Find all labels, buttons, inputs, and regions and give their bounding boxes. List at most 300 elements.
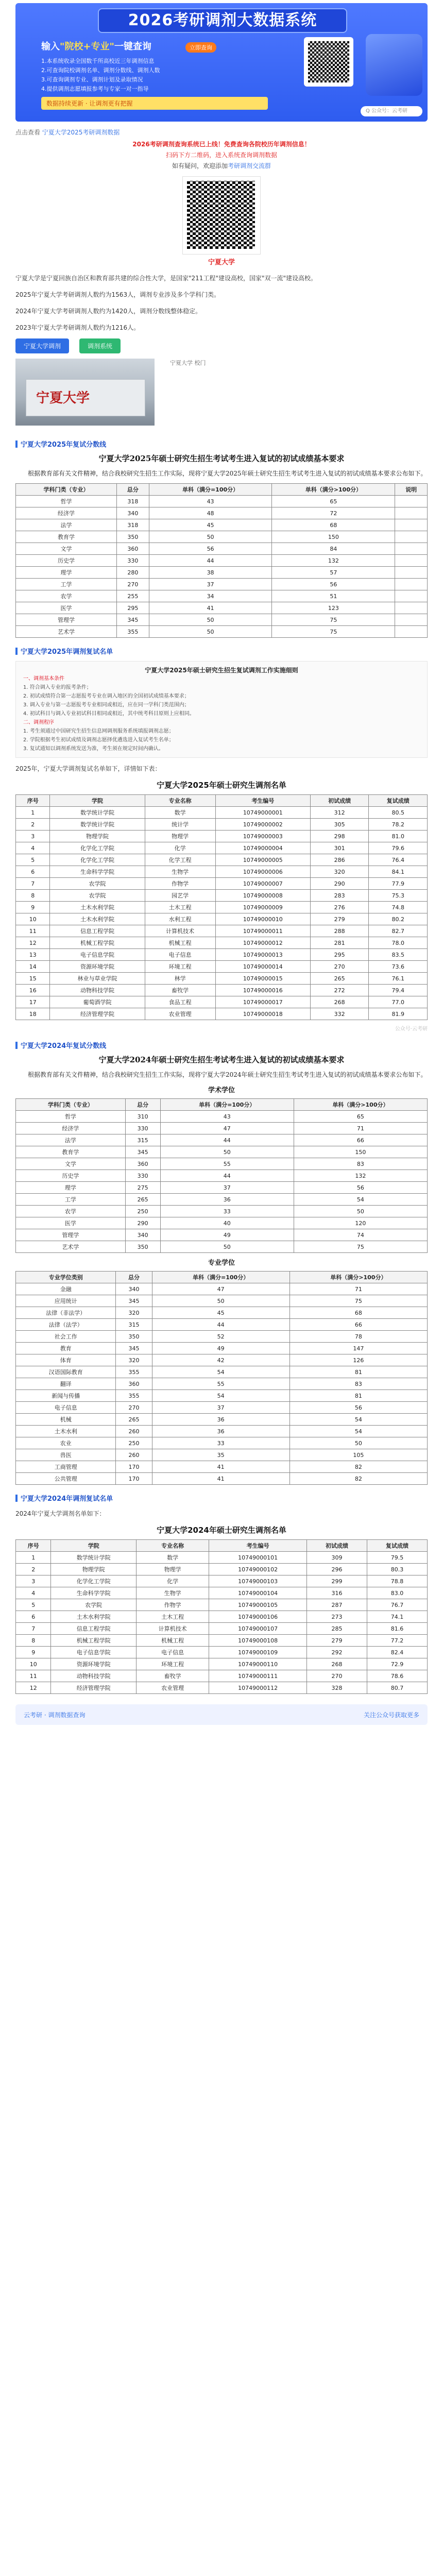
table-cell: 57 — [272, 567, 395, 579]
table-cell: 12 — [16, 1682, 51, 1694]
table-cell: 11 — [16, 925, 50, 937]
table-body — [16, 1283, 428, 1485]
table-row — [16, 1449, 428, 1461]
table-cell: 动物科技学院 — [50, 985, 145, 996]
table-cell: 公共管理 — [16, 1473, 116, 1485]
table-cell: 35 — [152, 1449, 289, 1461]
table-row — [16, 1564, 428, 1575]
notice-lines — [23, 674, 420, 753]
table-cell: 10749000103 — [209, 1575, 307, 1587]
table-cell: 283 — [310, 890, 369, 902]
notice-line: 2. 学院根据考生初试成绩及调剂志愿择优遴选进入复试考生名单； — [23, 737, 174, 743]
table-cell: 75.3 — [369, 890, 428, 902]
document-text: 根据教育部有关文件精神，结合我校研究生招生工作实际，现将宁夏大学2025年硕士研究生招生考试考生进入复试的初试成绩基本要求公布如下。 — [28, 470, 427, 477]
table-cell: 10749000001 — [215, 807, 310, 819]
table-cell: 81.0 — [369, 831, 428, 842]
table-cell: 数学统计学院 — [50, 807, 145, 819]
table-cell: 330 — [125, 1170, 160, 1182]
table-cell: 74 — [294, 1229, 427, 1241]
table-cell: 65 — [272, 496, 395, 507]
table-cell: 275 — [125, 1182, 160, 1194]
table-cell: 化学 — [136, 1575, 209, 1587]
table-cell: 10749000102 — [209, 1564, 307, 1575]
table-cell: 理学 — [16, 567, 117, 579]
table-cell: 10749000018 — [215, 1008, 310, 1020]
table-cell: 土木工程 — [136, 1611, 209, 1623]
table-cell: 10749000010 — [215, 913, 310, 925]
table-cell: 279 — [307, 1635, 367, 1647]
banner-search-box[interactable]: Q 公众号：云考研 — [361, 106, 422, 116]
table-cell: 68 — [272, 519, 395, 531]
document-text: 根据教育部有关文件精神，结合我校研究生招生工作实际，现将宁夏大学2024年硕士研究生招生考试考生进入复试的初试成绩基本要求公布如下。 — [28, 1071, 427, 1078]
table-cell: 哲学 — [16, 1111, 126, 1123]
table-cell: 10749000016 — [215, 985, 310, 996]
table-cell: 82 — [289, 1473, 427, 1485]
table-cell: 50 — [149, 614, 272, 626]
table-row — [16, 626, 428, 638]
table-cell: 食品工程 — [145, 996, 215, 1008]
table-header-cell: 学科门类（专业） — [16, 1099, 126, 1111]
table-cell: 340 — [116, 1283, 152, 1295]
table-header-cell: 单科（满分=100分） — [149, 484, 272, 496]
table-cell: 44 — [160, 1170, 294, 1182]
banner-query-button[interactable]: 立即查询 — [185, 42, 216, 53]
main-qr-code[interactable] — [182, 176, 261, 255]
table-cell: 33 — [152, 1437, 289, 1449]
table-row — [16, 937, 428, 949]
footer-bar[interactable] — [15, 1704, 428, 1725]
table-cell: 3 — [16, 1575, 51, 1587]
intro-paragraph: 2025年宁夏大学考研调剂人数约为1563人，调剂专业涉及多个学科门类。 — [15, 291, 220, 298]
table-cell: 350 — [116, 1331, 152, 1343]
table-row — [16, 890, 428, 902]
table-cell: 81 — [289, 1390, 427, 1402]
table-cell: 机械工程 — [145, 937, 215, 949]
table-cell: 83.5 — [369, 949, 428, 961]
table-row — [16, 1552, 428, 1564]
table-header-cell: 总分 — [117, 484, 149, 496]
table-header-cell: 考生编号 — [215, 795, 310, 807]
table-cell: 279 — [310, 913, 369, 925]
ad-contact-prefix: 如有疑问，欢迎添加 — [172, 162, 228, 170]
table-row — [16, 854, 428, 866]
table-row — [16, 1343, 428, 1354]
table-cell — [395, 496, 428, 507]
table-cell: 273 — [307, 1611, 367, 1623]
table-cell: 54 — [152, 1366, 289, 1378]
table-cell: 计算机技术 — [136, 1623, 209, 1635]
table-cell: 305 — [310, 819, 369, 831]
table-cell: 经济管理学院 — [51, 1682, 137, 1694]
table-cell: 316 — [307, 1587, 367, 1599]
table-row — [16, 1241, 428, 1253]
table-row — [16, 1158, 428, 1170]
banner-subtitle-prefix: 输入 — [41, 41, 60, 52]
notice-line: 4. 初试科目与调入专业初试科目相同或相近，其中统考科目原则上应相同。 — [23, 711, 195, 717]
table-row — [16, 1331, 428, 1343]
table-row — [16, 519, 428, 531]
table-body — [16, 807, 428, 1020]
table-cell: 79.4 — [369, 985, 428, 996]
table-cell: 270 — [307, 1670, 367, 1682]
table-cell: 123 — [272, 602, 395, 614]
top-link[interactable]: 宁夏大学2025考研调剂数据 — [42, 129, 120, 136]
promo-banner[interactable] — [15, 3, 428, 122]
banner-title: 2026考研调剂大数据系统 — [98, 8, 347, 33]
table-cell: 345 — [116, 1295, 152, 1307]
table-cell: 电子信息 — [136, 1647, 209, 1658]
table-cell: 法律（非法学） — [16, 1307, 116, 1319]
top-link-line — [15, 128, 428, 137]
table-header-cell: 序号 — [16, 1540, 51, 1552]
table-cell: 法学 — [16, 519, 117, 531]
table-cell: 76.7 — [367, 1599, 427, 1611]
table-cell: 71 — [294, 1123, 427, 1134]
section-marker — [15, 440, 18, 448]
table-header-cell: 单科（满分>100分） — [272, 484, 395, 496]
table-cell: 教育学 — [16, 1146, 126, 1158]
list-title: 宁夏大学2025年硕士研究生调剂名单 — [157, 781, 286, 790]
table-row — [16, 1111, 428, 1123]
table-cell: 3 — [16, 831, 50, 842]
table-cell: 286 — [310, 854, 369, 866]
document-title: 宁夏大学2025年硕士研究生招生考试考生进入复试的初试成绩基本要求 — [98, 454, 345, 463]
table-cell: 10749000109 — [209, 1647, 307, 1658]
banner-line: 3.可查询调剂专业、调剂计划及录取情况 — [41, 76, 143, 83]
table-cell: 10 — [16, 913, 50, 925]
top-link-prefix: 点击查看 — [15, 129, 41, 136]
table-cell: 作物学 — [136, 1599, 209, 1611]
table-cell: 340 — [125, 1229, 160, 1241]
table-cell: 340 — [117, 507, 149, 519]
table-cell: 56 — [149, 543, 272, 555]
table-cell: 82.7 — [369, 925, 428, 937]
table-cell: 50 — [289, 1437, 427, 1449]
ad-headline: 2026考研调剂查询系统已上线！免费查询各院校历年调剂信息！ — [132, 141, 311, 148]
score-table-2025 — [15, 483, 428, 638]
table-cell: 170 — [116, 1461, 152, 1473]
table-cell: 74.1 — [367, 1611, 427, 1623]
table-cell: 49 — [160, 1229, 294, 1241]
table-cell: 105 — [289, 1449, 427, 1461]
table-cell: 经济学 — [16, 1123, 126, 1134]
table-body — [16, 1552, 428, 1694]
table-cell: 320 — [116, 1307, 152, 1319]
table-cell — [395, 614, 428, 626]
table-cell: 84 — [272, 543, 395, 555]
table-cell: 41 — [152, 1473, 289, 1485]
table-row — [16, 1599, 428, 1611]
table-cell: 265 — [310, 973, 369, 985]
table-row — [16, 590, 428, 602]
table-cell: 14 — [16, 961, 50, 973]
table-cell: 75 — [272, 614, 395, 626]
table-header-row — [16, 1540, 428, 1552]
table-cell: 物理学 — [136, 1564, 209, 1575]
table-cell: 10749000112 — [209, 1682, 307, 1694]
table-cell: 动物科技学院 — [51, 1670, 137, 1682]
footer-right[interactable]: 关注公众号获取更多 — [363, 1711, 419, 1719]
notice-title: 宁夏大学2025年硕士研究生招生复试调剂工作实施细则 — [145, 667, 298, 674]
table-cell: 287 — [307, 1599, 367, 1611]
table-cell: 34 — [149, 590, 272, 602]
table-cell: 新闻与传播 — [16, 1390, 116, 1402]
banner-bottom-strip: 数据持续更新 · 让调剂更有把握 — [41, 97, 268, 110]
table-cell: 农业管理 — [136, 1682, 209, 1694]
table-cell: 计算机技术 — [145, 925, 215, 937]
table-cell: 工学 — [16, 579, 117, 590]
table-cell: 10749000104 — [209, 1587, 307, 1599]
table-cell: 水利工程 — [145, 913, 215, 925]
table-cell: 77.9 — [369, 878, 428, 890]
table-cell: 345 — [117, 614, 149, 626]
table-cell: 8 — [16, 890, 50, 902]
table-header-cell: 总分 — [116, 1272, 152, 1283]
table-cell — [395, 602, 428, 614]
table-cell: 2 — [16, 1564, 51, 1575]
table-cell: 13 — [16, 949, 50, 961]
table-cell: 10749000011 — [215, 925, 310, 937]
table-cell: 体育 — [16, 1354, 116, 1366]
table-cell: 化学 — [145, 842, 215, 854]
table-cell: 数学 — [136, 1552, 209, 1564]
table-cell: 83 — [289, 1378, 427, 1390]
table-cell: 170 — [116, 1473, 152, 1485]
table-cell: 250 — [116, 1437, 152, 1449]
table-cell: 文学 — [16, 543, 117, 555]
section-heading — [15, 646, 428, 656]
table-cell: 资源环境学院 — [51, 1658, 137, 1670]
table-cell: 79.5 — [367, 1552, 427, 1564]
adjust-list-2024 — [15, 1539, 428, 1694]
table-cell: 332 — [310, 1008, 369, 1020]
table-cell: 260 — [116, 1426, 152, 1437]
table-cell: 汉语国际教育 — [16, 1366, 116, 1378]
notice-line: 一、调剂基本条件 — [23, 676, 64, 682]
table-cell: 37 — [149, 579, 272, 590]
table-cell: 50 — [160, 1146, 294, 1158]
table-cell: 农学院 — [50, 890, 145, 902]
table-cell: 47 — [152, 1283, 289, 1295]
table-cell: 78 — [289, 1331, 427, 1343]
table-cell: 50 — [160, 1241, 294, 1253]
table-cell: 50 — [152, 1295, 289, 1307]
table-cell: 56 — [294, 1182, 427, 1194]
section-heading — [15, 1493, 428, 1503]
table-cell: 132 — [272, 555, 395, 567]
table-cell: 298 — [310, 831, 369, 842]
table-cell: 36 — [152, 1414, 289, 1426]
ad-contact-link[interactable]: 考研调剂交流群 — [228, 162, 271, 170]
table-cell: 电子信息学院 — [50, 949, 145, 961]
table-cell: 268 — [310, 996, 369, 1008]
notice-line: 1. 符合调入专业的报考条件； — [23, 685, 92, 690]
table-cell: 经济管理学院 — [50, 1008, 145, 1020]
table-cell: 10749000106 — [209, 1611, 307, 1623]
table-header-cell: 学科门类（专业） — [16, 484, 117, 496]
table-row — [16, 1217, 428, 1229]
table-header-cell: 序号 — [16, 795, 50, 807]
table-header-cell: 复试成绩 — [367, 1540, 427, 1552]
table-cell — [395, 507, 428, 519]
table-cell: 物理学院 — [50, 831, 145, 842]
table-cell: 41 — [149, 602, 272, 614]
table-cell: 12 — [16, 937, 50, 949]
table-cell: 电子信息 — [16, 1402, 116, 1414]
table-cell: 126 — [289, 1354, 427, 1366]
table-cell: 18 — [16, 1008, 50, 1020]
table-header-cell: 单科（满分=100分） — [152, 1272, 289, 1283]
table-cell: 土木水利学院 — [50, 913, 145, 925]
system-button[interactable]: 调剂系统 — [79, 338, 121, 353]
qr-caption: 宁夏大学 — [208, 259, 235, 266]
table-cell: 66 — [294, 1134, 427, 1146]
table-cell: 51 — [272, 590, 395, 602]
table-subtitle: 专业学位 — [208, 1259, 235, 1267]
table-cell: 37 — [152, 1402, 289, 1414]
table-cell: 10749000015 — [215, 973, 310, 985]
adjust-button[interactable]: 宁夏大学调剂 — [15, 338, 69, 353]
table-cell: 电子信息 — [145, 949, 215, 961]
table-header-cell: 复试成绩 — [369, 795, 428, 807]
table-cell: 41 — [152, 1461, 289, 1473]
table-cell: 44 — [149, 555, 272, 567]
table-row — [16, 1123, 428, 1134]
table-cell: 物理学院 — [51, 1564, 137, 1575]
table-row — [16, 819, 428, 831]
table-cell: 10749000012 — [215, 937, 310, 949]
ad-block — [15, 140, 428, 170]
table-cell: 管理学 — [16, 1229, 126, 1241]
table-cell: 10749000107 — [209, 1623, 307, 1635]
table-cell: 75 — [272, 626, 395, 638]
table-cell: 10749000002 — [215, 819, 310, 831]
table-header-cell: 学院 — [51, 1540, 137, 1552]
table-cell: 50 — [149, 531, 272, 543]
table-cell: 290 — [125, 1217, 160, 1229]
table-cell: 82 — [289, 1461, 427, 1473]
table-cell: 355 — [117, 626, 149, 638]
notice-line: 1. 考生须通过中国研究生招生信息网调剂服务系统填报调剂志愿； — [23, 728, 174, 734]
table-cell: 265 — [125, 1194, 160, 1206]
table-cell — [395, 579, 428, 590]
table-header-cell: 初试成绩 — [310, 795, 369, 807]
table-cell: 17 — [16, 996, 50, 1008]
table-cell: 78.8 — [367, 1575, 427, 1587]
table-cell: 288 — [310, 925, 369, 937]
table-cell: 机械 — [16, 1414, 116, 1426]
table-row — [16, 507, 428, 519]
table-cell: 10749000013 — [215, 949, 310, 961]
table-cell: 10749000111 — [209, 1670, 307, 1682]
table-cell: 72.9 — [367, 1658, 427, 1670]
table-row — [16, 961, 428, 973]
table-cell: 296 — [307, 1564, 367, 1575]
table-cell: 76.4 — [369, 854, 428, 866]
table-cell: 历史学 — [16, 1170, 126, 1182]
table-cell: 7 — [16, 1623, 51, 1635]
table-cell: 83.0 — [367, 1587, 427, 1599]
table-row — [16, 1146, 428, 1158]
notice-line: 3. 复试通知以调剂系统发送为准，考生须在规定时间内确认。 — [23, 746, 164, 752]
score-table-2024-professional — [15, 1271, 428, 1485]
table-row — [16, 1647, 428, 1658]
table-cell: 81.9 — [369, 1008, 428, 1020]
table-cell: 65 — [294, 1111, 427, 1123]
table-cell: 15 — [16, 973, 50, 985]
table-cell: 艺术学 — [16, 1241, 126, 1253]
table-row — [16, 1194, 428, 1206]
table-cell: 44 — [160, 1134, 294, 1146]
table-row — [16, 902, 428, 913]
table-header-cell: 单科（满分=100分） — [160, 1099, 294, 1111]
table-cell — [395, 519, 428, 531]
table-cell: 法学 — [16, 1134, 126, 1146]
table-cell: 哲学 — [16, 496, 117, 507]
section-title: 宁夏大学2025年复试分数线 — [21, 441, 107, 449]
table-cell: 68 — [289, 1307, 427, 1319]
table-cell: 83 — [294, 1158, 427, 1170]
table-cell: 295 — [310, 949, 369, 961]
table-cell — [395, 590, 428, 602]
table-cell: 345 — [125, 1146, 160, 1158]
ad-subline: 扫码下方二维码，进入系统查询调剂数据 — [165, 151, 277, 159]
table-cell: 250 — [125, 1206, 160, 1217]
page — [0, 3, 443, 1725]
table-cell: 45 — [152, 1307, 289, 1319]
table-row — [16, 1378, 428, 1390]
table-cell: 260 — [116, 1449, 152, 1461]
table-cell: 312 — [310, 807, 369, 819]
table-cell: 47 — [160, 1123, 294, 1134]
table-cell: 281 — [310, 937, 369, 949]
ad-contact — [15, 161, 428, 170]
table-row — [16, 1437, 428, 1449]
banner-qr-code — [304, 37, 353, 87]
table-cell: 309 — [307, 1552, 367, 1564]
table-header-cell: 学院 — [50, 795, 145, 807]
table-row — [16, 985, 428, 996]
intro-paragraph: 宁夏大学是宁夏回族自治区和教育部共建的综合性大学，是国家"211工程"建设高校，国家"双一流"建设高校。 — [15, 275, 317, 282]
table-row — [16, 949, 428, 961]
table-cell: 54 — [152, 1390, 289, 1402]
table-cell: 教育学 — [16, 531, 117, 543]
table-cell: 43 — [160, 1111, 294, 1123]
table-cell: 10749000003 — [215, 831, 310, 842]
table-row — [16, 1295, 428, 1307]
table-cell: 320 — [116, 1354, 152, 1366]
table-row — [16, 1682, 428, 1694]
table-cell: 272 — [310, 985, 369, 996]
table-cell: 工商管理 — [16, 1461, 116, 1473]
score-table-2024-academic — [15, 1098, 428, 1253]
table-cell: 农业管理 — [145, 1008, 215, 1020]
table-row — [16, 543, 428, 555]
table-row — [16, 842, 428, 854]
table-cell: 43 — [149, 496, 272, 507]
table-cell: 84.1 — [369, 866, 428, 878]
table-cell: 金融 — [16, 1283, 116, 1295]
table-row — [16, 531, 428, 543]
table-header-cell: 专业学位类别 — [16, 1272, 116, 1283]
table-cell: 10749000105 — [209, 1599, 307, 1611]
table-cell: 270 — [117, 579, 149, 590]
table-cell: 36 — [152, 1426, 289, 1437]
table-row — [16, 1658, 428, 1670]
table-cell: 75 — [294, 1241, 427, 1253]
table-cell: 71 — [289, 1283, 427, 1295]
section-title: 宁夏大学2024年复试分数线 — [21, 1042, 107, 1050]
